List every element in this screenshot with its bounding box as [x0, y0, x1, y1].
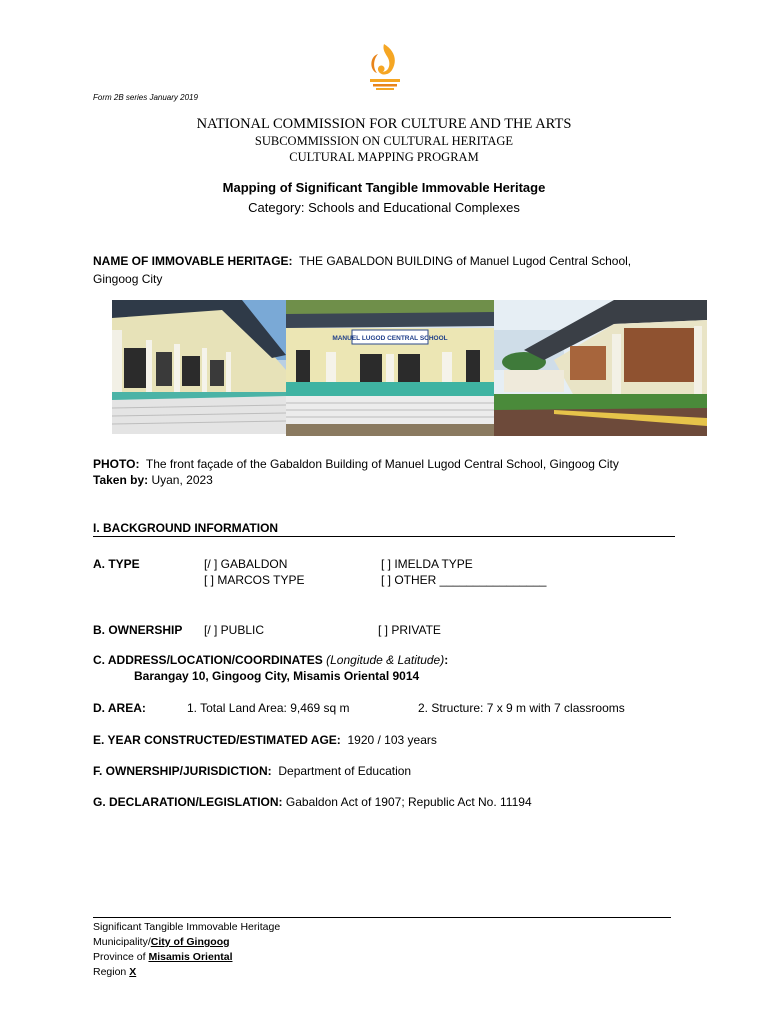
footer-province: Province of Misamis Oriental: [93, 951, 233, 963]
taken-by-value: Uyan, 2023: [151, 473, 213, 487]
address-label-note: (Longitude & Latitude): [326, 653, 445, 667]
org-name: NATIONAL COMMISSION FOR CULTURE AND THE ARTS: [196, 116, 572, 132]
heritage-name-label: NAME OF IMMOVABLE HERITAGE:: [93, 254, 293, 268]
year-row: [93, 732, 437, 748]
taken-by-label: Taken by:: [93, 473, 149, 487]
declaration-value: Gabaldon Act of 1907; Republic Act No. 11194: [285, 795, 532, 809]
document-title: Mapping of Significant Tangible Immovable Heritage: [222, 180, 546, 195]
type-marcos: [ ] MARCOS TYPE: [204, 573, 305, 587]
heritage-name-value-cont: Gingoog City: [93, 272, 163, 286]
type-imelda: [ ] IMELDA TYPE: [381, 557, 473, 571]
photo-center: [286, 300, 494, 436]
photo-caption: [93, 456, 733, 488]
footer-municipality: Municipality/City of Gingoog: [93, 936, 230, 948]
section-divider: [93, 536, 675, 537]
jurisdiction-value: Department of Education: [278, 764, 412, 778]
year-label: E. YEAR CONSTRUCTED/ESTIMATED AGE:: [93, 733, 341, 747]
type-gabaldon: [/ ] GABALDON: [204, 557, 288, 571]
subcommission-name: SUBCOMMISSION ON CULTURAL HERITAGE: [254, 134, 514, 148]
section-heading: [93, 520, 278, 536]
flame-torch-icon: [364, 42, 406, 94]
ownership-public: [/ ] PUBLIC: [204, 623, 265, 637]
ownership-label: B. OWNERSHIP: [93, 623, 183, 637]
school-sign-text: MANUEL LUGOD CENTRAL SCHOOL: [332, 335, 448, 342]
address-label: C. ADDRESS/LOCATION/COORDINATES (Longitude & Latitude):: [93, 653, 449, 667]
ncca-logo: [364, 42, 406, 94]
photo-right: [494, 300, 707, 436]
heritage-name-value: THE GABALDON BUILDING of Manuel Lugod Central School,: [299, 254, 632, 268]
year-value: 1920 / 103 years: [347, 733, 437, 747]
heritage-name: [93, 252, 693, 288]
type-label: A. TYPE: [93, 557, 140, 571]
background-heading: I. BACKGROUND INFORMATION: [93, 521, 279, 535]
footer-region: Region X: [93, 966, 137, 978]
area-land: 1. Total Land Area: 9,469 sq m: [187, 701, 350, 715]
footer-line1: Significant Tangible Immovable Heritage: [93, 921, 281, 933]
type-other: [ ] OTHER ________________: [381, 573, 547, 587]
footer-divider: [93, 917, 671, 918]
area-structure: 2. Structure: 7 x 9 m with 7 classrooms: [418, 701, 625, 715]
declaration-label: G. DECLARATION/LEGISLATION:: [93, 795, 283, 809]
photo-label: PHOTO:: [93, 457, 140, 471]
ownership-private: [ ] PRIVATE: [378, 623, 441, 637]
program-name: CULTURAL MAPPING PROGRAM: [289, 150, 479, 164]
footer: [93, 920, 280, 980]
jurisdiction-row: [93, 763, 411, 779]
area-label: D. AREA:: [93, 701, 146, 715]
form-code: Form 2B series January 2019: [93, 93, 198, 102]
photo-caption-text: The front façade of the Gabaldon Building of Manuel Lugod Central School, Gingoog City: [145, 457, 619, 471]
address-value: Barangay 10, Gingoog City, Misamis Oriental 9014: [134, 669, 420, 683]
jurisdiction-label: F. OWNERSHIP/JURISDICTION:: [93, 764, 272, 778]
declaration-row: [93, 794, 532, 810]
photo-left: [112, 300, 286, 434]
document-category: Category: Schools and Educational Complexes: [248, 200, 520, 215]
